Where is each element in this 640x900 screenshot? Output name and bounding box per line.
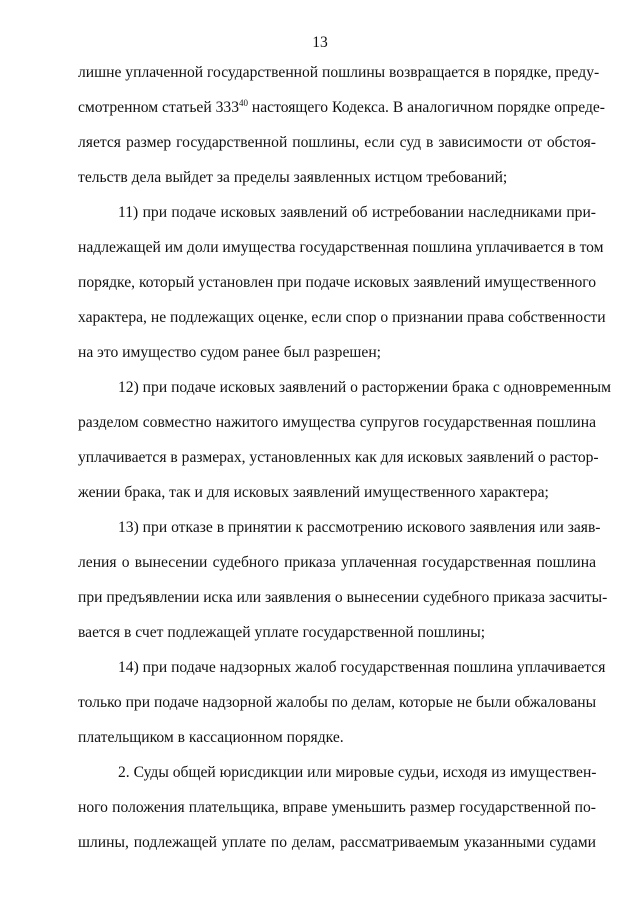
text-line: ного положения плательщика, вправе уменьшить размер государственной по- xyxy=(78,799,596,816)
text-line: плательщиком в кассационном порядке. xyxy=(78,729,344,746)
text-line: 14) при подаче надзорных жалоб государственная пошлина уплачивается xyxy=(118,659,606,676)
text-line: ления о вынесении судебного приказа уплаченная государственная пошлина xyxy=(78,554,596,571)
text-line: при предъявлении иска или заявления о вынесении судебного приказа засчиты- xyxy=(78,589,608,606)
page-number: 13 xyxy=(312,34,328,51)
superscript: 40 xyxy=(239,98,248,108)
text-line: вается в счет подлежащей уплате государственной пошлины; xyxy=(78,624,486,641)
text-line: порядке, который установлен при подаче исковых заявлений имущественного xyxy=(78,274,597,291)
text-line: тельств дела выйдет за пределы заявленных истцом требований; xyxy=(78,169,508,186)
text-line: разделом совместно нажитого имущества супругов государственная пошлина xyxy=(78,414,596,431)
text-line: лишне уплаченной государственной пошлины возвращается в порядке, преду- xyxy=(78,64,600,81)
text-line: ляется размер государственной пошлины, если суд в зависимости от обстоя- xyxy=(78,134,596,151)
text-line: на это имущество судом ранее был разрешен; xyxy=(78,344,382,361)
text-line: 12) при подаче исковых заявлений о расторжении брака с одновременным xyxy=(118,379,612,396)
text-line: только при подаче надзорной жалобы по делам, которые не были обжалованы xyxy=(78,694,597,711)
text-line: характера, не подлежащих оценке, если спор о признании права собственности xyxy=(78,309,606,326)
text-line: шлины, подлежащей уплате по делам, рассматриваемым указанными судами xyxy=(78,834,596,851)
text-line: надлежащей им доли имущества государственная пошлина уплачивается в том xyxy=(78,239,604,256)
text-line: 2. Суды общей юрисдикции или мировые судьи, исходя из имуществен- xyxy=(118,764,597,781)
text-line: жении брака, так и для исковых заявлений имущественного характера; xyxy=(78,484,549,501)
text-line: уплачивается в размерах, установленных как для исковых заявлений о растор- xyxy=(78,449,599,466)
text-line: 11) при подаче исковых заявлений об истребовании наследниками при- xyxy=(118,204,596,221)
text-line: 13) при отказе в принятии к рассмотрению искового заявления или заяв- xyxy=(118,519,601,536)
text-line: смотренном статьей $333^{40}$ настоящего Кодекса. В аналогичном порядке опреде- xyxy=(78,98,605,116)
